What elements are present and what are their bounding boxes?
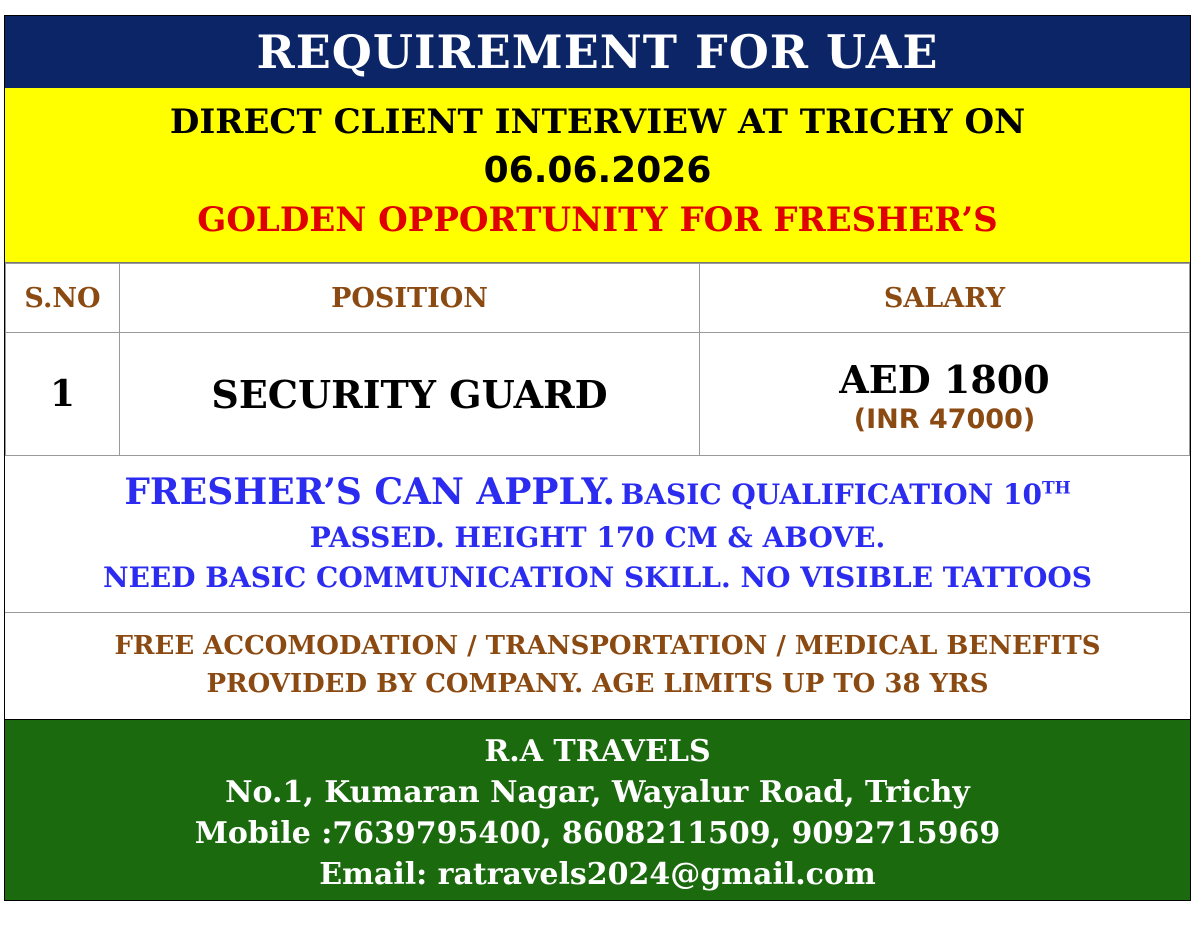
salary-header: SALARY: [700, 264, 1190, 333]
job-poster: [4, 15, 1191, 901]
salary-cell: [700, 333, 1190, 456]
position-value: SECURITY GUARD: [211, 371, 608, 417]
requirements-section: [5, 453, 1190, 613]
qualification-label: BASIC QUALIFICATION 10: [620, 478, 1042, 511]
interview-line: DIRECT CLIENT INTERVIEW AT TRICHY ON: [169, 102, 1026, 142]
mobile-numbers: Mobile :7639795400, 8608211509, 9092715969: [194, 816, 1001, 851]
title-banner: [5, 16, 1190, 88]
salary-inr: (INR 47000): [853, 404, 1036, 435]
email-address: Email: ratravels2024@gmail.com: [319, 857, 876, 892]
freshers-headline: FRESHER’S CAN APPLY.: [124, 471, 616, 513]
company-name: R.A TRAVELS: [484, 734, 711, 769]
benefits-section: [5, 613, 1190, 719]
sno-header: S.NO: [6, 264, 120, 333]
benefits-line-1: FREE ACCOMODATION / TRANSPORTATION / MEDICAL BENEFITS: [114, 631, 1101, 661]
table-row: [6, 333, 1190, 456]
interview-banner: [5, 88, 1190, 263]
benefits-line-2: PROVIDED BY COMPANY. AGE LIMITS UP TO 38 YRS: [206, 669, 989, 699]
position-header: POSITION: [120, 264, 700, 333]
sno-cell: [6, 333, 120, 456]
requirements-line-3: NEED BASIC COMMUNICATION SKILL. NO VISIBLE TATTOOS: [103, 561, 1092, 594]
salary-aed: AED 1800: [839, 357, 1050, 402]
qualification-superscript: TH: [1041, 478, 1071, 499]
company-address: No.1, Kumaran Nagar, Wayalur Road, Trichy: [225, 775, 970, 810]
contact-section: [5, 719, 1190, 900]
requirements-line-2: PASSED. HEIGHT 170 CM & ABOVE.: [309, 521, 886, 554]
interview-date: 06.06.2026: [483, 150, 712, 191]
table-header-row: [6, 264, 1190, 333]
opportunity-tagline: GOLDEN OPPORTUNITY FOR FRESHER’S: [197, 200, 998, 240]
qualification-text: [621, 478, 1071, 511]
positions-table: [5, 263, 1190, 456]
sno-value: 1: [49, 373, 76, 415]
position-cell: [120, 333, 700, 456]
page-title: REQUIREMENT FOR UAE: [256, 25, 939, 79]
requirements-line-1: [5, 471, 1190, 513]
